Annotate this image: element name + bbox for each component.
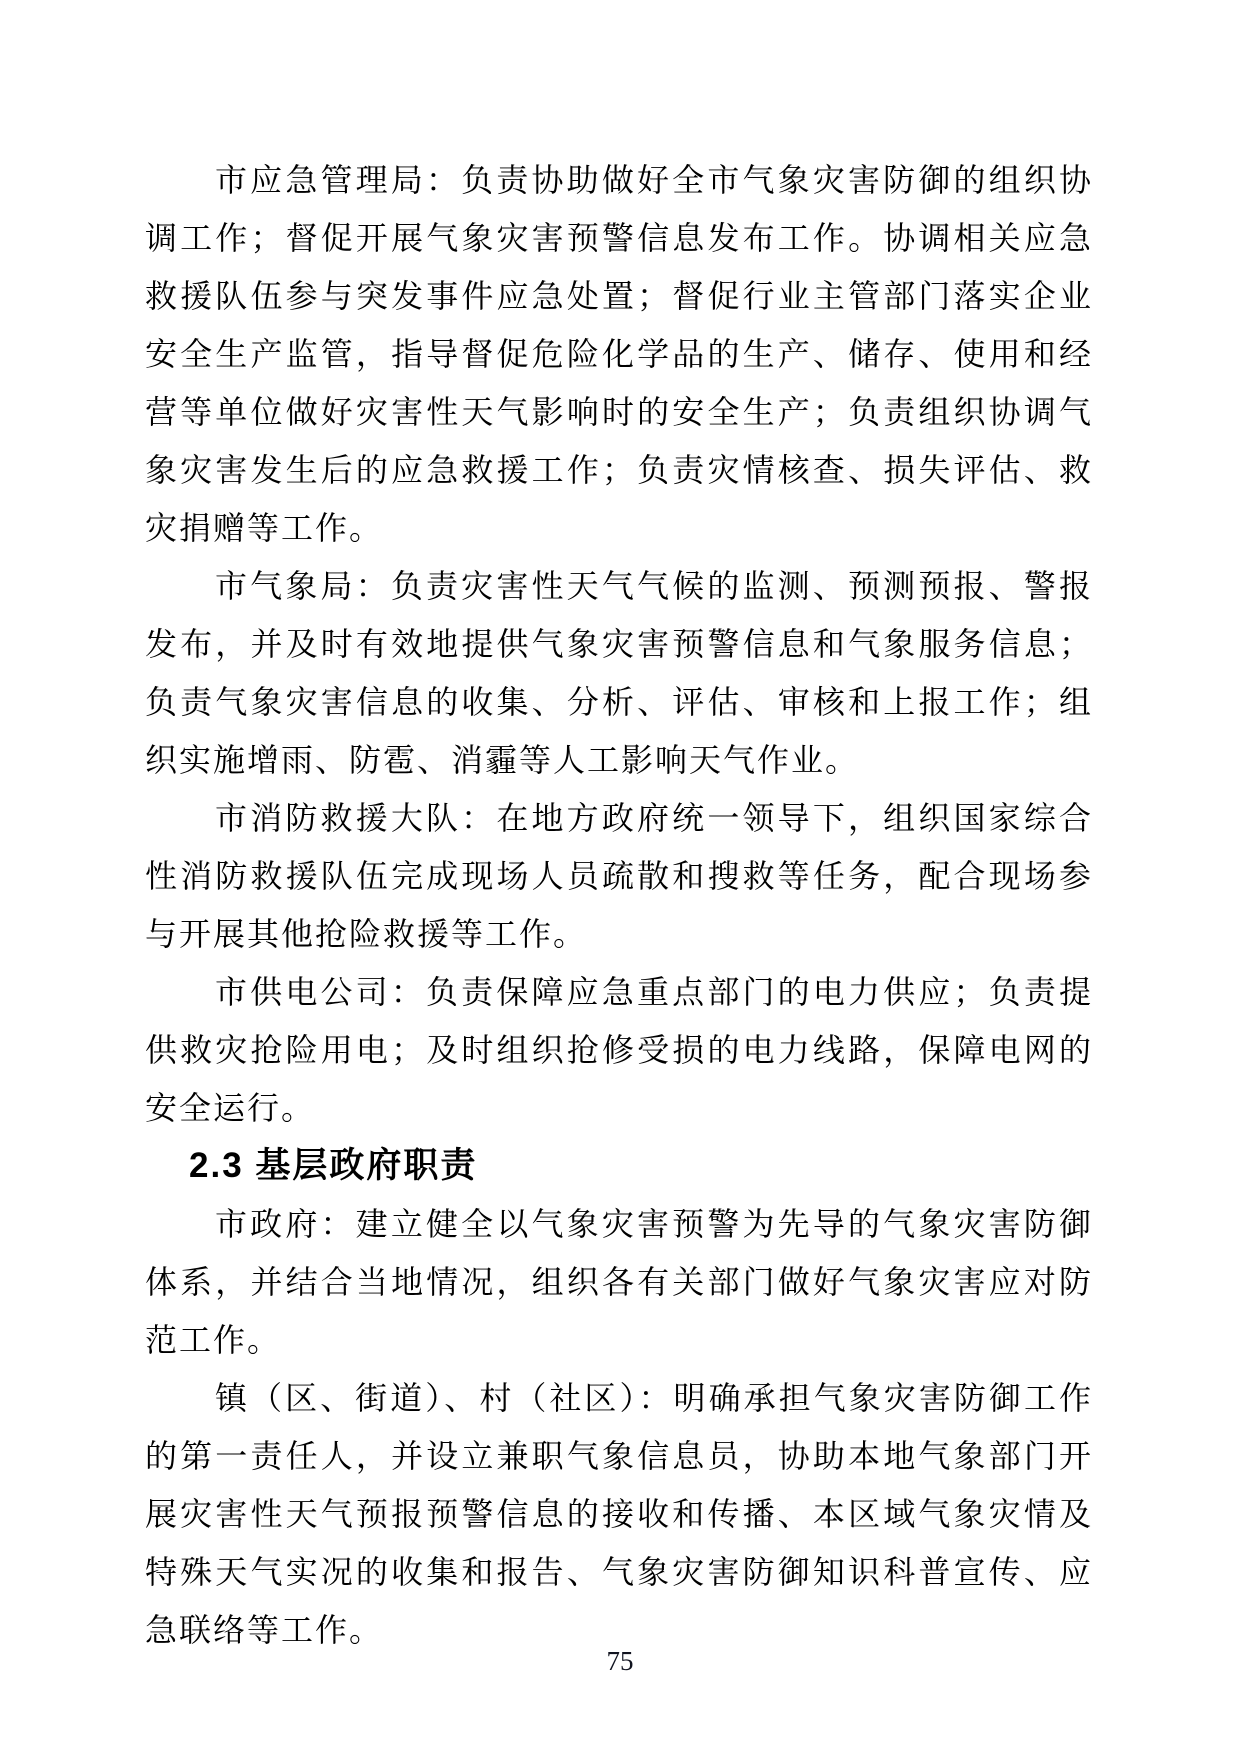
body-paragraph: 市政府：建立健全以气象灾害预警为先导的气象灾害防御体系，并结合当地情况，组织各有关部门做好气象灾害应对防范工作。 [145, 1206, 1093, 1358]
body-paragraph: 镇（区、街道）、村（社区）：明确承担气象灾害防御工作的第一责任人，并设立兼职气象信息员，协助本地气象部门开展灾害性天气预报预警信息的接收和传播、本区域气象灾情及特殊天气实况的收集和报告、气象灾害防御知识科普宣传、应急联络等工作。 [145, 1380, 1093, 1648]
body-paragraph: 市应急管理局：负责协助做好全市气象灾害防御的组织协调工作；督促开展气象灾害预警信息发布工作。协调相关应急救援队伍参与突发事件应急处置；督促行业主管部门落实企业安全生产监管，指导督促危险化学品的生产、储存、使用和经营等单位做好灾害性天气影响时的安全生产；负责组织协调气象灾害发生后的应急救援工作；负责灾情核查、损失评估、救灾捐赠等工作。 [145, 162, 1093, 546]
body-paragraph: 市气象局：负责灾害性天气气候的监测、预测预报、警报发布，并及时有效地提供气象灾害预警信息和气象服务信息；负责气象灾害信息的收集、分析、评估、审核和上报工作；组织实施增雨、防雹、消霾等人工影响天气作业。 [145, 568, 1093, 778]
section-heading: 2.3 基层政府职责 [189, 1146, 478, 1185]
page-number: 75 [606, 1646, 634, 1676]
document-body [145, 151, 1093, 1659]
body-paragraph: 市供电公司：负责保障应急重点部门的电力供应；负责提供救灾抢险用电；及时组织抢修受损的电力线路，保障电网的安全运行。 [145, 974, 1093, 1126]
body-paragraph: 市消防救援大队：在地方政府统一领导下，组织国家综合性消防救援队伍完成现场人员疏散和搜救等任务，配合现场参与开展其他抢险救援等工作。 [145, 800, 1093, 952]
